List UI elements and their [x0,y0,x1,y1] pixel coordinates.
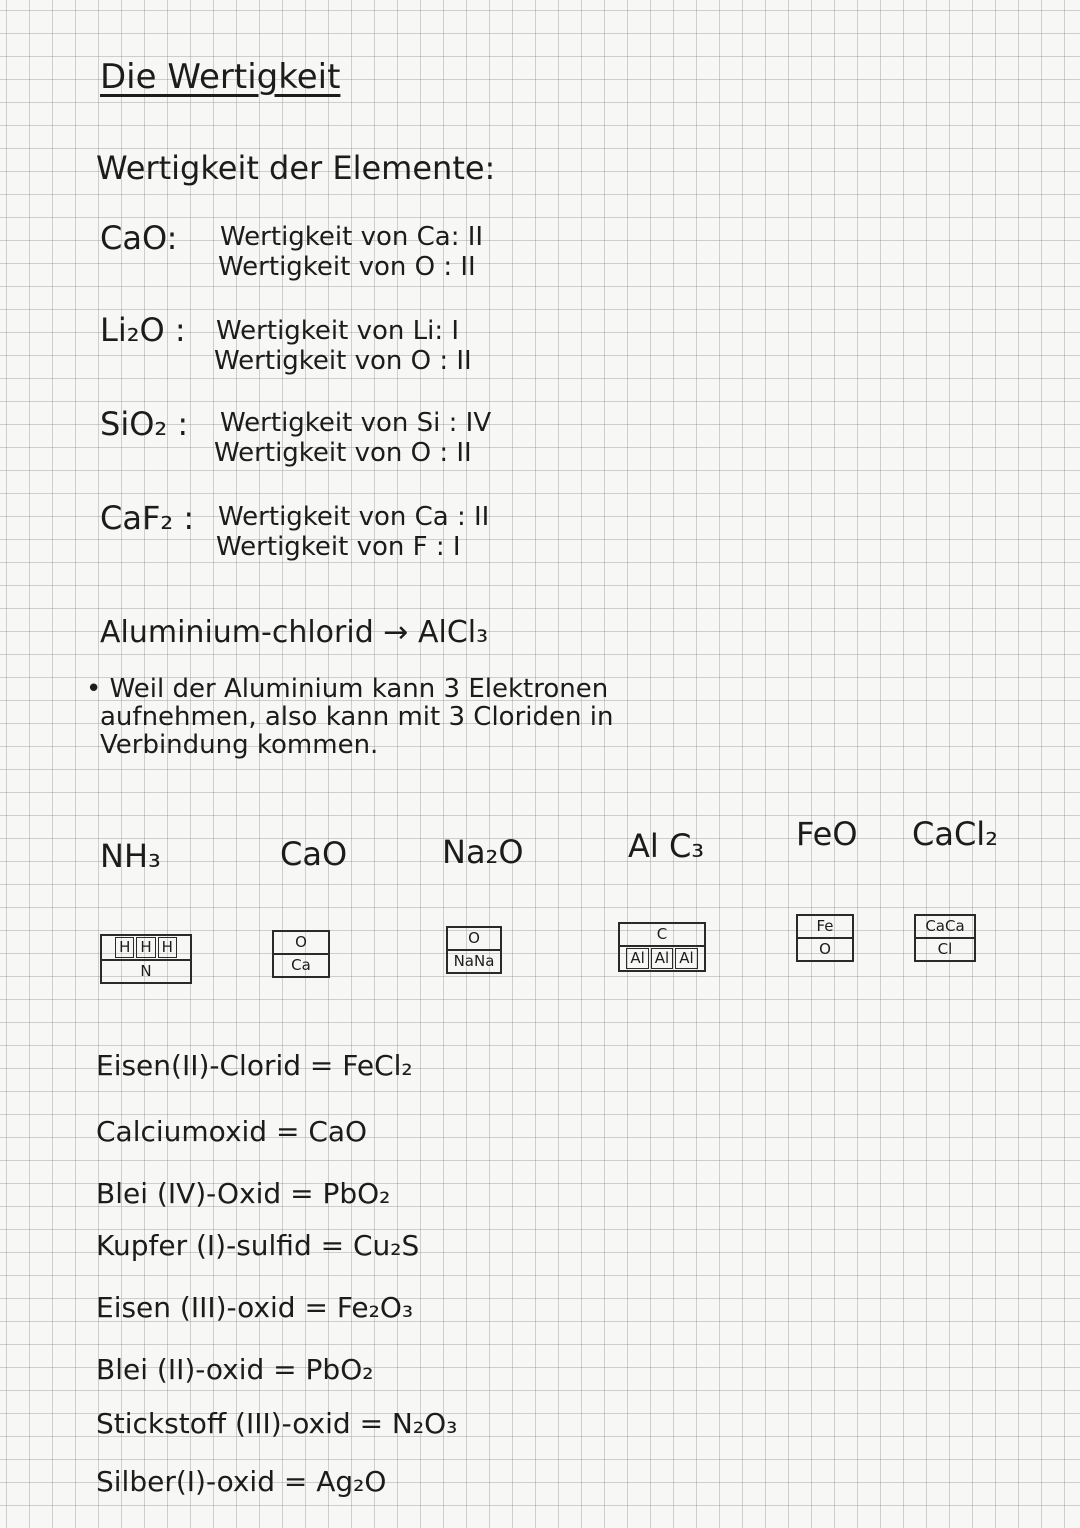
formula-feo: FeO [796,815,858,853]
explanation-line: Verbindung kommen. [100,730,379,760]
bond-diagram-cacl2 [914,914,976,962]
bond-diagram-feo [796,914,854,962]
atom-top: C [656,925,668,943]
aluminium-heading: Aluminium-chlorid → AlCl₃ [100,615,489,650]
compound-name-line: Silber(I)-oxid = Ag₂O [96,1465,387,1498]
valence-line: Wertigkeit von O : II [218,252,476,282]
compound-name-line: Blei (IV)-Oxid = PbO₂ [96,1177,391,1210]
atom-box: H [115,937,134,958]
valence-line: Wertigkeit von Ca : II [218,502,490,532]
atom-box: Al [651,948,673,969]
atom-top: CaCa [925,917,965,935]
atom-base: Cl [916,937,974,960]
atom-base: N [102,959,190,982]
compound-name-line: Kupfer (I)-sulfid = Cu₂S [96,1229,420,1262]
atom-base: NaNa [448,949,500,972]
formula-cacl2: CaCl₂ [912,815,999,853]
atom-top: O [468,929,480,947]
atom-base: Ca [274,953,328,976]
valence-line: Wertigkeit von Li: I [216,316,460,346]
compound-name-line: Stickstoff (III)-oxid = N₂O₃ [96,1407,458,1440]
compound-label: CaF₂ : [100,499,195,537]
bond-diagram-alc3 [618,922,706,972]
page-title: Die Wertigkeit [100,57,341,97]
formula-alc3: Al C₃ [628,827,705,865]
valence-line: Wertigkeit von Ca: II [220,222,484,252]
compound-label: CaO: [100,219,178,257]
atom-box: Al [675,948,697,969]
bond-diagram-na2o [446,926,502,974]
valence-line: Wertigkeit von F : I [216,532,461,562]
formula-na2o: Na₂O [442,833,524,871]
atom-box: Al [626,948,648,969]
atom-box: H [136,937,155,958]
compound-label: SiO₂ : [100,405,189,443]
compound-name-line: Eisen(II)-Clorid = FeCl₂ [96,1049,413,1082]
valence-line: Wertigkeit von O : II [214,438,472,468]
section-heading-valence: Wertigkeit der Elemente: [96,149,496,187]
explanation-line: aufnehmen, also kann mit 3 Cloriden in [100,702,614,732]
formula-cao: CaO [280,835,348,873]
compound-name-line: Eisen (III)-oxid = Fe₂O₃ [96,1291,414,1324]
bond-diagram-nh3 [100,934,192,984]
atom-top: O [295,933,307,951]
atom-base: O [798,937,852,960]
explanation-line: • Weil der Aluminium kann 3 Elektronen [86,674,609,704]
atom-top: Fe [816,917,834,935]
valence-line: Wertigkeit von O : II [214,346,472,376]
valence-line: Wertigkeit von Si : IV [220,408,492,438]
compound-label: Li₂O : [100,311,186,349]
formula-nh3: NH₃ [100,837,161,875]
compound-name-line: Blei (II)-oxid = PbO₂ [96,1353,374,1386]
compound-name-line: Calciumoxid = CaO [96,1115,368,1148]
atom-box: H [158,937,177,958]
bond-diagram-cao [272,930,330,978]
